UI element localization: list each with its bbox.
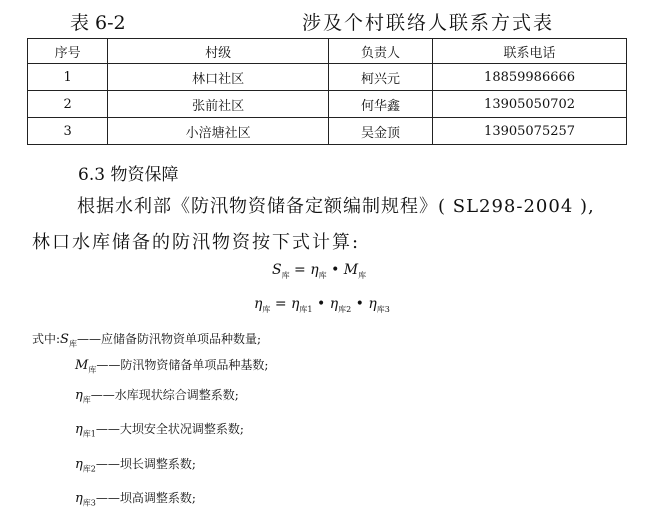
table-row (28, 118, 627, 145)
definition-subscript: 库 (82, 395, 91, 405)
contacts-table (27, 38, 627, 145)
definition-subscript: 库3 (82, 498, 96, 508)
table-number: 表 6-2 (70, 12, 126, 34)
table-cell: 柯兴元 (329, 64, 433, 91)
formula-symbol: M (343, 262, 359, 278)
formula-subscript: 库3 (376, 304, 390, 314)
column-header: 序号 (28, 39, 108, 64)
formula-subscript: 库 (358, 270, 367, 280)
definition-text: ——坝长调整系数; (95, 457, 196, 471)
table-title: 涉及个村联络人联系方式表 (302, 12, 555, 34)
table-caption (70, 8, 630, 34)
formula-symbol: η (291, 296, 300, 312)
definition-symbol: S (60, 332, 69, 347)
definition-item (75, 356, 268, 375)
formula-operator: = (270, 296, 292, 312)
formula-operator: • (351, 296, 369, 312)
definition-text: ——大坝安全状况调整系数; (95, 422, 244, 436)
table-header-row (28, 39, 627, 64)
definition-text: ——坝高调整系数; (95, 491, 196, 505)
definition-text: ——水库现状综合调整系数; (90, 388, 239, 402)
definition-symbol: η (75, 457, 83, 472)
definition-item (75, 420, 244, 439)
formula-subscript: 库 (262, 304, 271, 314)
formula-symbol: η (368, 296, 377, 312)
formula-subscript: 库2 (338, 304, 352, 314)
formula-storage-quantity (272, 262, 366, 281)
formula-symbol: S (272, 262, 282, 278)
table-cell: 13905075257 (433, 118, 627, 145)
table-cell: 1 (28, 64, 108, 91)
definition-text: ——应储备防汛物资单项品种数量; (76, 332, 261, 346)
table-cell: 张前社区 (108, 91, 329, 118)
definition-subscript: 库1 (82, 429, 96, 439)
definition-symbol: η (75, 388, 83, 403)
table-cell: 2 (28, 91, 108, 118)
table-cell: 吴金顶 (329, 118, 433, 145)
table-cell: 何华鑫 (329, 91, 433, 118)
definition-subscript: 库 (88, 365, 97, 375)
table-row (28, 91, 627, 118)
formula-adjustment-coefficient (254, 296, 390, 315)
formula-subscript: 库1 (299, 304, 313, 314)
table-cell: 18859986666 (433, 64, 627, 91)
column-header: 村级 (108, 39, 329, 64)
table-cell: 小涪塘社区 (108, 118, 329, 145)
definition-item (75, 489, 196, 508)
column-header: 负责人 (329, 39, 433, 64)
table-row (28, 64, 627, 91)
definitions-prefix: 式中: (32, 332, 61, 346)
formula-operator: • (326, 262, 344, 278)
formula-symbol: η (310, 262, 319, 278)
definition-subscript: 库 (68, 339, 77, 349)
definition-item (75, 386, 239, 405)
formula-subscript: 库 (281, 270, 290, 280)
paragraph-line-2: 林口水库储备的防汛物资按下式计算: (32, 232, 361, 253)
definition-symbol: η (75, 491, 83, 506)
formula-operator: • (312, 296, 330, 312)
definition-item (75, 455, 196, 474)
definition-symbol: M (75, 358, 89, 373)
formula-symbol: η (254, 296, 263, 312)
definition-text: ——防汛物资储备单项品种基数; (96, 358, 269, 372)
formula-symbol: η (329, 296, 339, 312)
formula-operator: = (289, 262, 311, 278)
section-heading: 6.3 物资保障 (78, 165, 179, 185)
definition-symbol: η (75, 422, 83, 437)
paragraph-line-1: 根据水利部《防汛物资储备定额编制规程》( SL298-2004 ), (77, 196, 595, 217)
definition-item (32, 330, 261, 349)
formula-subscript: 库 (318, 270, 327, 280)
table-cell: 3 (28, 118, 108, 145)
table-cell: 13905050702 (433, 91, 627, 118)
table-cell: 林口社区 (108, 64, 329, 91)
column-header: 联系电话 (433, 39, 627, 64)
definition-subscript: 库2 (82, 464, 96, 474)
